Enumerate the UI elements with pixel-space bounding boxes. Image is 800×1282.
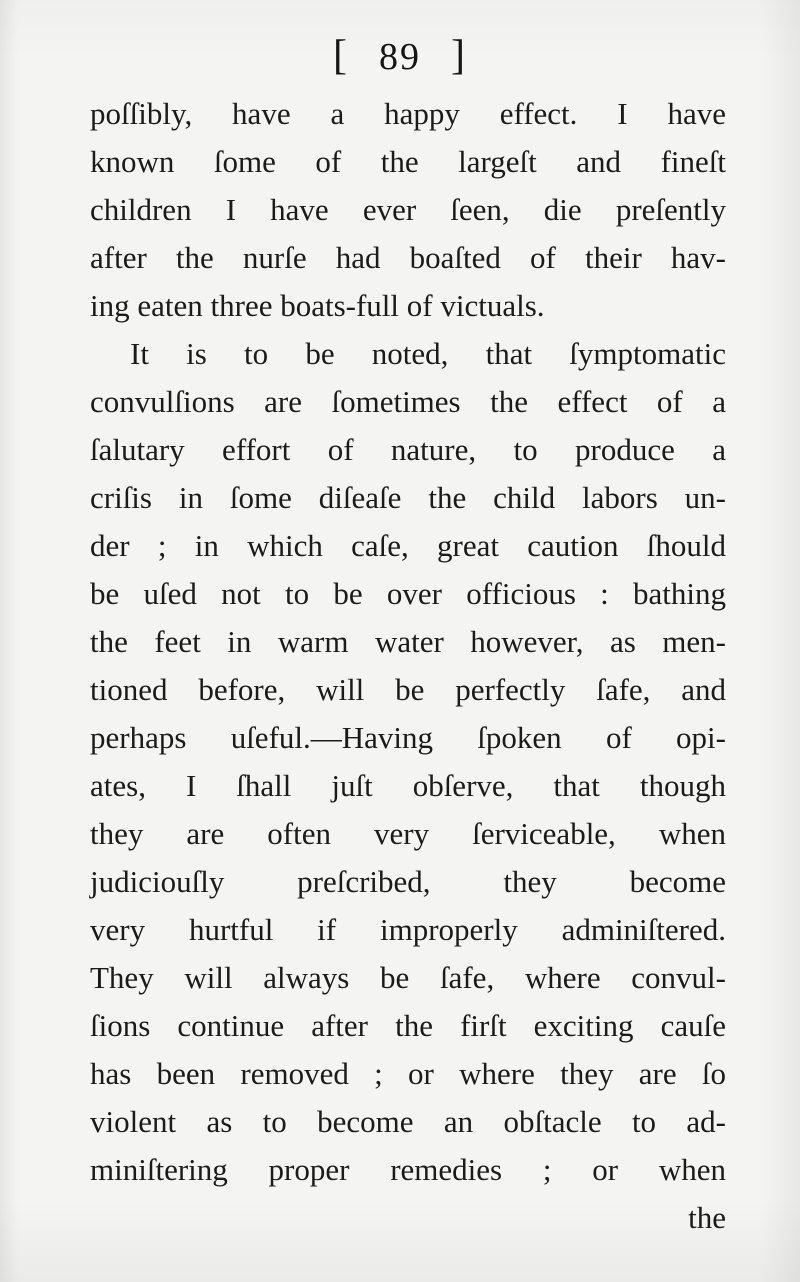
page-number-open-bracket: [ [333,33,349,79]
text-line: the feet in warm water however, as men- [90,624,726,659]
text-line: der ; in which caſe, great caution ſhould [90,528,726,563]
text-line: ſions continue after the firſt exciting cauſe [90,1008,726,1043]
text-line: known ſome of the largeſt and fineſt [90,144,726,179]
text-line: after the nurſe had boaſted of their hav- [90,240,726,275]
page-number [0,32,800,80]
text-line: ates, I ſhall juſt obſerve, that though [90,768,726,803]
text-line: they are often very ſerviceable, when [90,816,726,851]
text-line: be uſed not to be over officious : bathing [90,576,726,611]
text-line: perhaps uſeful.—Having ſpoken of opi- [90,720,726,755]
text-line: has been removed ; or where they are ſo [90,1056,726,1091]
text-line: children I have ever ſeen, die preſently [90,192,726,227]
text-line: criſis in ſome diſeaſe the child labors un- [90,480,726,515]
body-text [90,90,726,1242]
text-line: the [688,1200,726,1235]
text-line: They will always be ſafe, where convul- [90,960,726,995]
text-line: tioned before, will be perfectly ſafe, and [90,672,726,707]
text-line: convulſions are ſometimes the effect of a [90,384,726,419]
text-line: violent as to become an obſtacle to ad- [90,1104,726,1139]
text-line: ing eaten three boats-full of victuals. [90,288,545,323]
page-number-close-bracket: ] [451,33,467,79]
text-line: It is to be noted, that ſymptomatic [130,336,726,371]
text-line: miniſtering proper remedies ; or when [90,1152,726,1187]
text-line: judiciouſly preſcribed, they become [90,864,726,899]
text-line: very hurtful if improperly adminiſtered. [90,912,726,947]
text-line: ſalutary effort of nature, to produce a [90,432,726,467]
page-number-value: 89 [379,36,421,78]
text-line: poſſibly, have a happy effect. I have [90,96,726,131]
